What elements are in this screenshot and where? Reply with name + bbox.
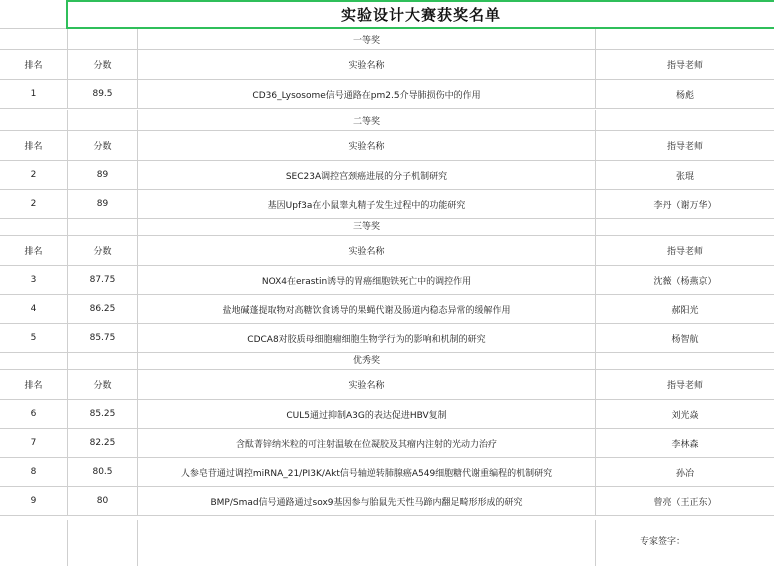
table-cell-rank[interactable]: 8 xyxy=(0,458,68,487)
table-cell-name[interactable]: BMP/Smad信号通路通过sox9基因参与胎鼠先天性马蹄内翻足畸形形成的研究 xyxy=(138,487,596,516)
section-label[interactable]: 二等奖 xyxy=(138,110,596,131)
table-cell-rank[interactable]: 1 xyxy=(0,80,68,109)
table-cell-advisor[interactable]: 刘光焱 xyxy=(596,400,774,429)
table-cell-score[interactable]: 89.5 xyxy=(68,80,138,109)
table-cell-name[interactable]: NOX4在erastin诱导的胃癌细胞铁死亡中的调控作用 xyxy=(138,266,596,295)
column-header-advisor[interactable]: 指导老师 xyxy=(596,236,774,266)
table-cell-score[interactable]: 85.25 xyxy=(68,400,138,429)
table-cell-name[interactable]: 基因Upf3a在小鼠睾丸精子发生过程中的功能研究 xyxy=(138,190,596,219)
column-header-name[interactable]: 实验名称 xyxy=(138,236,596,266)
table-cell-advisor[interactable]: 李林森 xyxy=(596,429,774,458)
table-cell-advisor[interactable]: 李丹（谢万华） xyxy=(596,190,774,219)
table-cell-score[interactable]: 86.25 xyxy=(68,295,138,324)
table-cell-name[interactable]: CD36_Lysosome信号通路在pm2.5介导肺损伤中的作用 xyxy=(138,80,596,109)
table-cell-score[interactable]: 87.75 xyxy=(68,266,138,295)
table-cell-name[interactable]: 人参皂苷通过调控miRNA_21/PI3K/Akt信号轴逆转肺腺癌A549细胞糖代谢重编程的机制研究 xyxy=(138,458,596,487)
column-header-score[interactable]: 分数 xyxy=(68,370,138,400)
table-cell-name[interactable]: CUL5通过抑制A3G的表达促进HBV复制 xyxy=(138,400,596,429)
column-header-advisor[interactable]: 指导老师 xyxy=(596,370,774,400)
section-blank-cell xyxy=(0,110,68,131)
table-cell-name[interactable]: CDCA8对胶质母细胞瘤细胞生物学行为的影响和机制的研究 xyxy=(138,324,596,353)
section-blank-cell xyxy=(68,215,138,236)
section-blank-cell xyxy=(0,29,68,50)
section-blank-cell xyxy=(68,29,138,50)
table-cell-score[interactable]: 80.5 xyxy=(68,458,138,487)
section-blank-cell xyxy=(0,215,68,236)
section-label[interactable]: 一等奖 xyxy=(138,29,596,50)
table-cell-advisor[interactable]: 孙冶 xyxy=(596,458,774,487)
table-cell-rank[interactable]: 3 xyxy=(0,266,68,295)
column-header-rank[interactable]: 排名 xyxy=(0,236,68,266)
table-cell-advisor[interactable]: 杨智航 xyxy=(596,324,774,353)
table-cell-advisor[interactable]: 张琨 xyxy=(596,161,774,190)
table-cell-rank[interactable]: 2 xyxy=(0,190,68,219)
table-cell-score[interactable]: 89 xyxy=(68,190,138,219)
column-header-rank[interactable]: 排名 xyxy=(0,50,68,80)
table-cell-score[interactable]: 85.75 xyxy=(68,324,138,353)
section-blank-cell xyxy=(596,349,774,370)
table-cell-rank[interactable]: 6 xyxy=(0,400,68,429)
column-header-name[interactable]: 实验名称 xyxy=(138,131,596,161)
table-cell-rank[interactable]: 5 xyxy=(0,324,68,353)
table-cell-score[interactable]: 82.25 xyxy=(68,429,138,458)
table-cell-score[interactable]: 80 xyxy=(68,487,138,516)
section-blank-cell xyxy=(68,349,138,370)
footer-blank-2 xyxy=(68,520,138,566)
table-cell-advisor[interactable]: 曾亮（王正东） xyxy=(596,487,774,516)
column-header-score[interactable]: 分数 xyxy=(68,131,138,161)
table-cell-rank[interactable]: 7 xyxy=(0,429,68,458)
column-header-advisor[interactable]: 指导老师 xyxy=(596,50,774,80)
section-blank-cell xyxy=(596,29,774,50)
table-cell-name[interactable]: SEC23A调控宫颈癌进展的分子机制研究 xyxy=(138,161,596,190)
table-cell-name[interactable]: 含酞菁锌纳米粒的可注射温敏在位凝胶及其瘤内注射的光动力治疗 xyxy=(138,429,596,458)
section-label[interactable]: 优秀奖 xyxy=(138,349,596,370)
table-cell-rank[interactable]: 4 xyxy=(0,295,68,324)
title-cell[interactable] xyxy=(66,0,774,29)
footer-blank-1 xyxy=(0,520,68,566)
column-header-name[interactable]: 实验名称 xyxy=(138,370,596,400)
signature-label: 专家签字： xyxy=(640,537,686,547)
table-cell-advisor[interactable]: 郝阳光 xyxy=(596,295,774,324)
column-header-rank[interactable]: 排名 xyxy=(0,131,68,161)
section-blank-cell xyxy=(0,349,68,370)
table-cell-score[interactable]: 89 xyxy=(68,161,138,190)
corner-cell xyxy=(0,0,68,29)
section-label[interactable]: 三等奖 xyxy=(138,215,596,236)
section-blank-cell xyxy=(68,110,138,131)
column-header-advisor[interactable]: 指导老师 xyxy=(596,131,774,161)
page-title: 实验设计大赛获奖名单 xyxy=(340,6,501,24)
column-header-rank[interactable]: 排名 xyxy=(0,370,68,400)
table-cell-rank[interactable]: 2 xyxy=(0,161,68,190)
section-blank-cell xyxy=(596,215,774,236)
table-cell-advisor[interactable]: 沈薇（杨燕京） xyxy=(596,266,774,295)
footer-blank-3 xyxy=(138,520,596,566)
table-cell-advisor[interactable]: 杨彪 xyxy=(596,80,774,109)
column-header-score[interactable]: 分数 xyxy=(68,50,138,80)
column-header-score[interactable]: 分数 xyxy=(68,236,138,266)
table-cell-rank[interactable]: 9 xyxy=(0,487,68,516)
section-blank-cell xyxy=(596,110,774,131)
column-header-name[interactable]: 实验名称 xyxy=(138,50,596,80)
table-cell-name[interactable]: 盐地碱蓬提取物对高糖饮食诱导的果蝇代谢及肠道内稳态异常的缓解作用 xyxy=(138,295,596,324)
